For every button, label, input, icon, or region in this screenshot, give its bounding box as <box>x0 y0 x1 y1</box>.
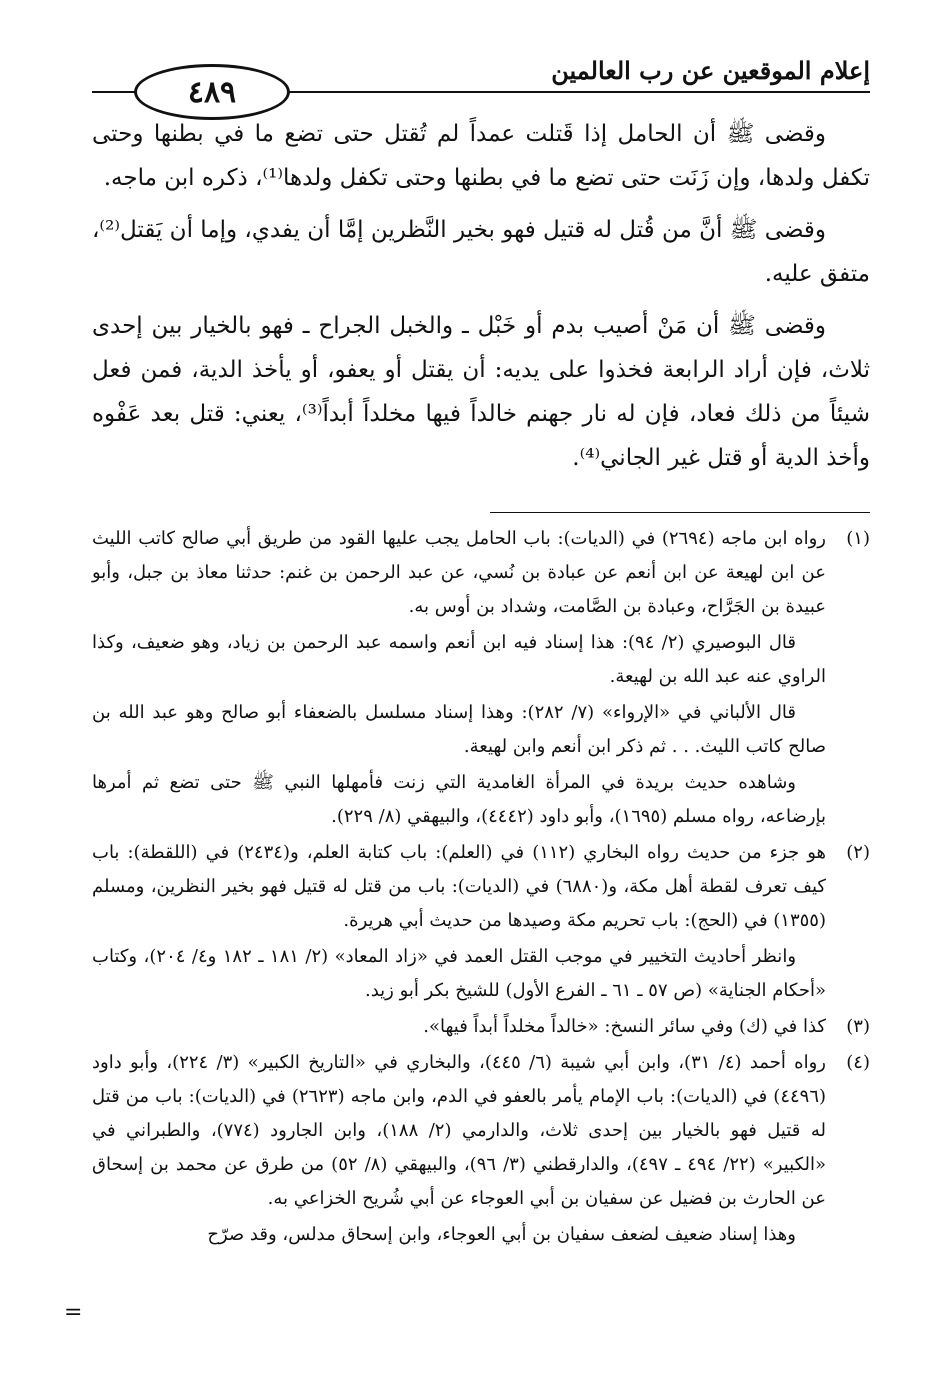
footnote-2 <box>92 836 870 1008</box>
footnote-text: قال البوصيري (٢/ ٩٤): هذا إسناد فيه ابن أنعم واسمه عبد الرحمن بن زياد، وهو ضعيف، وكذا الراوي عنه عبد الله بن لهيعة. <box>92 632 826 687</box>
main-paragraph: وقضى ﷺ أن الحامل إذا قَتلت عمداً لم تُقتل حتى تضع ما في بطنها وحتى تكفل ولدها، وإن زَنَت حتى تضع ما في بطنها وحتى تكفل ولدها⁽¹⁾، ذكره ابن ماجه. <box>92 121 870 191</box>
footnote-text: وهذا إسناد ضعيف لضعف سفيان بن أبي العوجاء، وابن إسحاق مدلس، وقد صرّح <box>207 1224 796 1245</box>
page-header <box>92 44 870 110</box>
footnote-text: هو جزء من حديث رواه البخاري (١١٢) في (العلم): باب كتابة العلم، و(٢٤٣٤) في (اللقطة): باب كيف تعرف لقطة أهل مكة، و(٦٨٨٠) في (الديات): باب من قتل له قتيل فهو بخير النظرين، ومسلم (١٣٥٥) في (الحج): باب تحريم مكة وصيدها من حديث أبي هريرة. <box>92 842 827 931</box>
footnote-number: (١) <box>846 528 870 549</box>
footnote-4 <box>92 1046 870 1252</box>
footnote-text: وانظر أحاديث التخيير في موجب القتل العمد في «زاد المعاد» (٢/ ١٨١ ـ ١٨٢ و٤/ ٢٠٤)، وكتاب «أحكام الجناية» (ص ٥٧ ـ ٦١ ـ الفرع الأول) للشيخ بكر أبو زيد. <box>92 946 826 1001</box>
main-paragraph: وقضى ﷺ أن مَنْ أصيب بدم أو خَبْل ـ والخبل الجراح ـ فهو بالخيار بين إحدى ثلاث، فإن أراد الرابعة فخذوا على يديه: أن يقتل أو يعفو، أو يأخذ الدية، فمن فعل شيئاً من ذلك فعاد، فإن له نار جهنم خالداً فيها مخلداً أبداً⁽³⁾، يعني: قتل بعد عَفْوه وأخذ الدية أو قتل غير الجاني⁽⁴⁾. <box>92 313 871 471</box>
running-title: إعلام الموقعين عن رب العالمين <box>551 56 870 85</box>
footnote-text: قال الألباني في «الإرواء» (٧/ ٢٨٢): وهذا إسناد مسلسل بالضعفاء أبو صالح وهو عبد الله بن صالح كاتب الليث. . . ثم ذكر ابن أنعم وابن لهيعة. <box>92 702 826 757</box>
footnote-text: وشاهده حديث بريدة في المرأة الغامدية التي زنت فأمهلها النبي ﷺ حتى تضع ثم أمرها بإرضاعه، رواه مسلم (١٦٩٥)، وأبو داود (٤٤٤٢)، والبيهقي (٨/ ٢٢٩). <box>92 772 826 827</box>
footnote-3 <box>92 1010 870 1044</box>
footnotes <box>92 522 870 1254</box>
footnote-number: (٣) <box>846 1016 870 1037</box>
footnote-text: رواه أحمد (٤/ ٣١)، وابن أبي شيبة (٦/ ٤٤٥)، والبخاري في «التاريخ الكبير» (٣/ ٢٢٤)، وأبو داود (٤٤٩٦) في (الديات): باب الإمام يأمر بالعفو في الدم، وابن ماجه (٢٦٢٣) في (الديات): باب من قتل له قتيل فهو بالخيار بين إحدى ثلاث، والدارمي (٢/ ١٨٨)، وابن الجارود (٧٧٤)، والطبراني في «الكبير» (٢٢/ ٤٩٤ ـ ٤٩٧)، والدارقطني (٣/ ٩٦)، والبيهقي (٨/ ٥٢) من طرق عن محمد بن إسحاق عن الحارث بن فضيل عن سفيان بن أبي العوجاء عن أبي شُريح الخزاعي به. <box>92 1052 827 1209</box>
footnote-separator <box>490 512 870 513</box>
footnote-1 <box>92 522 870 834</box>
footnote-number: (٤) <box>846 1052 870 1073</box>
footnote-text: كذا في (ك) وفي سائر النسخ: «خالداً مخلداً أبداً فيها». <box>423 1016 826 1037</box>
main-text <box>92 112 870 488</box>
main-paragraph: وقضى ﷺ أنَّ من قُتل له قتيل فهو بخير النَّظرين إمَّا أن يفدي، وإما أن يَقتل⁽²⁾، متفق عليه. <box>92 217 870 287</box>
footnote-number: (٢) <box>846 842 870 863</box>
continuation-mark: = <box>64 1300 83 1325</box>
footnote-text: رواه ابن ماجه (٢٦٩٤) في (الديات): باب الحامل يجب عليها القود من طريق أبي صالح كاتب الليث عن ابن لهيعة عن ابن أنعم عن عبادة بن نُسي، عن عبد الرحمن بن غنم: حدثنا معاذ بن جبل، وأبو عبيدة بن الجَرَّاح، وعبادة بن الصَّامت، وشداد بن أوس به. <box>92 528 826 617</box>
page-number: ٤٨٩ <box>134 64 290 120</box>
